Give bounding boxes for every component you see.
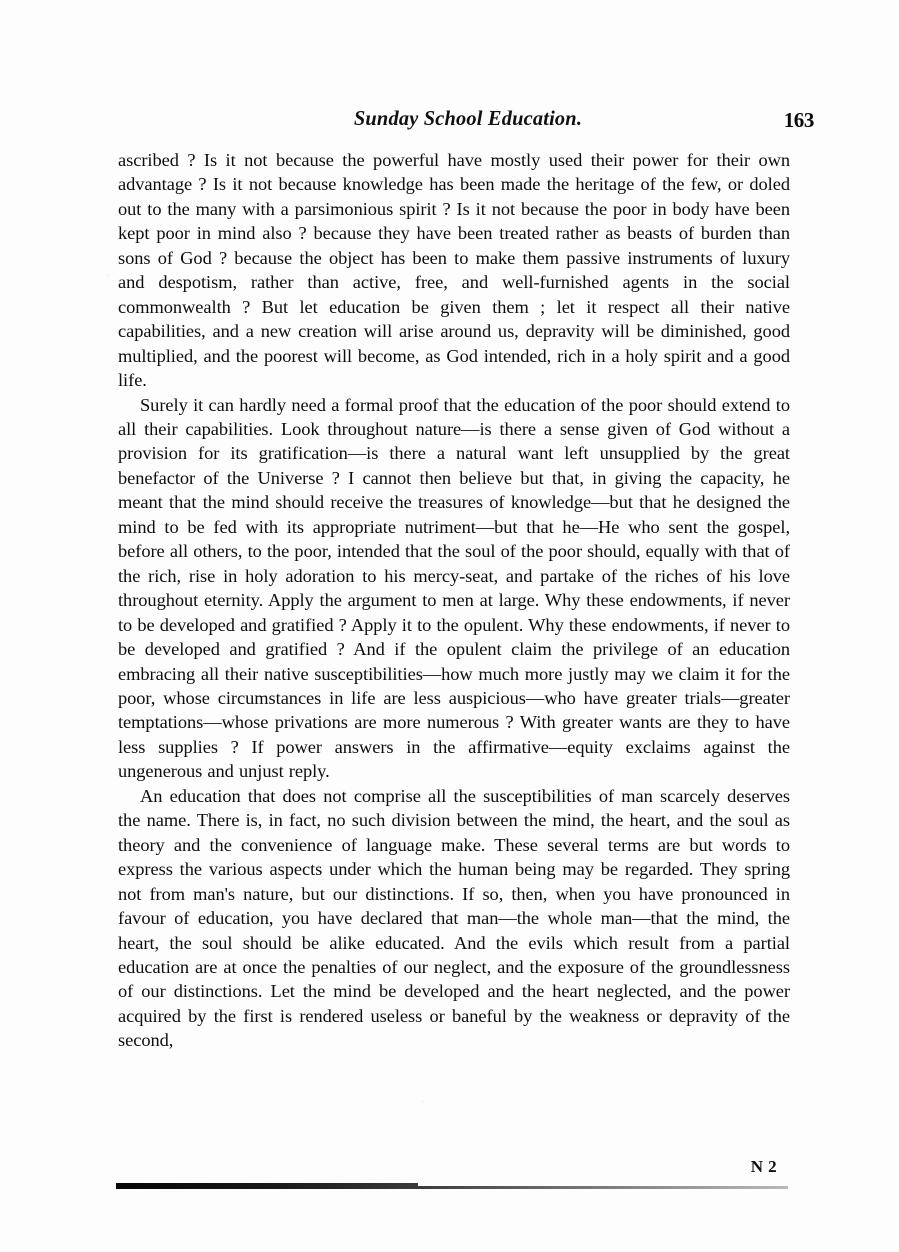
page-number: 163: [783, 108, 814, 132]
body-text: [118, 148, 790, 1053]
paragraph: Surely it can hardly need a formal proof that the education of the poor should extend to all their capabilities. Look throughout nature—is there a sense given of God without a provision for its gratification—is there a natural want left unsupplied by the great benefactor of the Universe ? I cannot then believe but that, in giving the capacity, he meant that the mind should receive the treasures of knowledge—but that he designed the mind to be fed with its appropriate nutriment—but that he—He who sent the gospel, before all others, to the poor, intended that the soul of the poor should, equally with that of the rich, rise in holy adoration to his mercy-seat, and partake of the riches of his love throughout eternity. Apply the argument to men at large. Why these endowments, if never to be developed and gratified ? Apply it to the opulent. Why these endowments, if never to be developed and gratified ? And if the opulent claim the privilege of an education embracing all their native susceptibilities—how much more justly may we claim it for the poor, whose circumstances in life are less auspicious—who have greater trials—greater temptations—whose privations are more numerous ? With greater wants are they to have less supplies ? If power answers in the affirmative—equity exclaims against the ungenerous and unjust reply.: [118, 394, 790, 782]
paragraph: An education that does not comprise all the susceptibilities of man scarcely deserves the name. There is, in fact, no such division between the mind, the heart, and the soul as theory and the convenience of language make. These several terms are but words to express the various aspects under which the human being may be regarded. They spring not from man's nature, but our distinctions. If so, then, when you have pronounced in favour of education, you have declared that man—the whole man—that the mind, the heart, the soul should be alike educated. And the evils which result from a partial education are at once the penalties of our neglect, and the exposure of the groundlessness of our distinctions. Let the mind be developed and the heart neglected, and the power acquired by the first is rendered useless or baneful by the weakness or depravity of the second,: [118, 785, 790, 1051]
bottom-rule-thick-segment: [116, 1183, 418, 1189]
bottom-rule: [116, 1183, 788, 1190]
running-head: [118, 106, 818, 140]
signature-mark: N 2: [750, 1157, 777, 1176]
paragraph: ascribed ? Is it not because the powerful have mostly used their power for their own advantage ? Is it not because knowledge has been made the heritage of the few, or doled out to the many with a parsimonious spirit ? Is it not because the poor in body have been kept poor in mind also ? because they have been treated rather as beasts of burden than sons of God ? because the object has been to make them passive instruments of luxury and despotism, rather than active, free, and well-furnished agents in the social commonwealth ? But let education be given them ; let it respect all their native capabilities, and a new creation will arise around us, depravity will be diminished, good multiplied, and the poorest will become, as God intended, rich in a holy spirit and a good life.: [118, 150, 790, 391]
bottom-rule-tapered-segment: [416, 1186, 788, 1188]
page-title: Sunday School Education.: [353, 106, 583, 130]
